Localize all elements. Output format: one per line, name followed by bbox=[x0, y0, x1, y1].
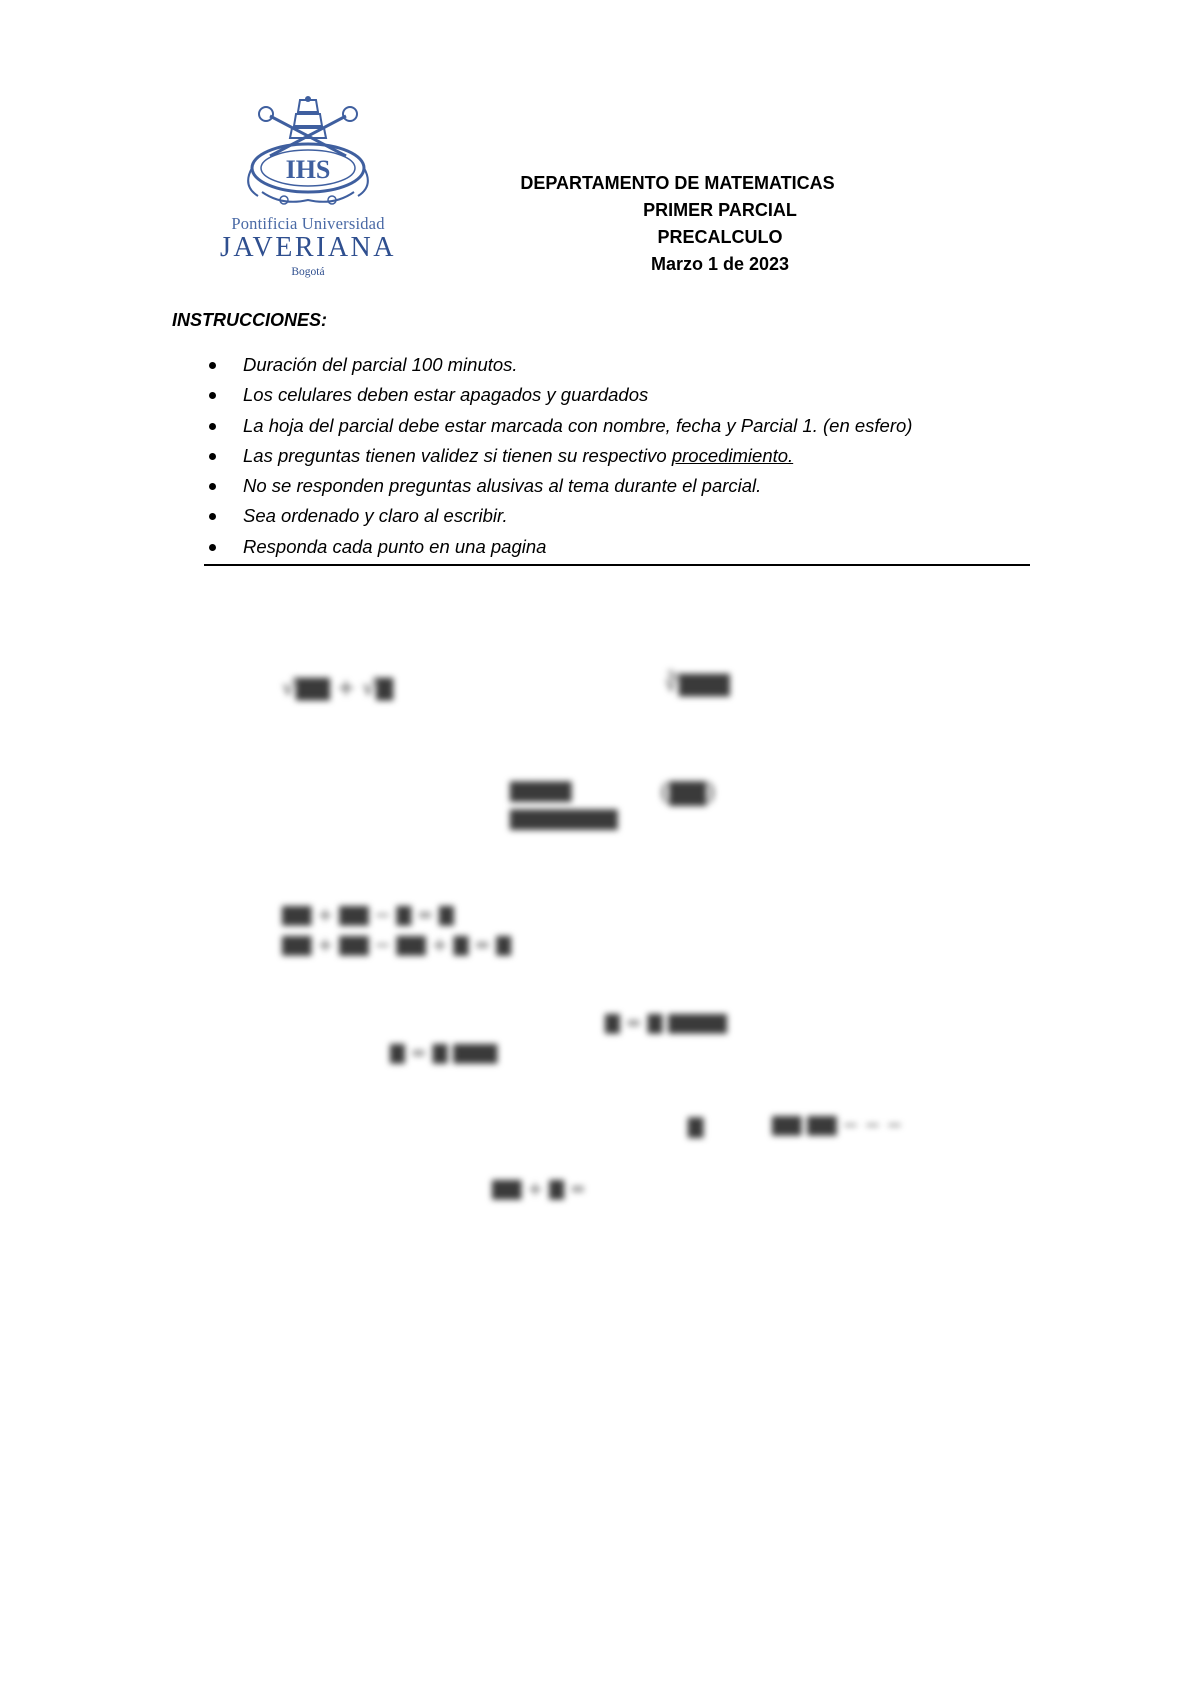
list-item: Las preguntas tienen validez si tienen su respectivo procedimiento. bbox=[205, 441, 912, 471]
blurred-expression: ▇▇▇▇ ▇▇▇▇▇▇▇ bbox=[510, 778, 618, 830]
svg-text:IHS: IHS bbox=[285, 155, 331, 184]
blurred-expression: ▇ = ▇ ▇▇▇ bbox=[390, 1042, 498, 1064]
blurred-expression: ▇ = ▇ ▇▇▇▇ bbox=[605, 1012, 727, 1034]
list-item: Los celulares deben estar apagados y guardados bbox=[205, 380, 912, 410]
logo-university-line: Pontificia Universidad bbox=[231, 214, 385, 233]
blurred-expression: √▇▇ + √▇ bbox=[282, 676, 394, 701]
section-divider bbox=[204, 564, 1030, 566]
instructions-list bbox=[205, 350, 912, 562]
logo-name-line: JAVERIANA bbox=[220, 232, 396, 263]
exam-title: PRIMER PARCIAL bbox=[643, 200, 797, 220]
logo-city-line: Bogotá bbox=[291, 266, 325, 278]
university-logo bbox=[208, 96, 408, 281]
list-item: Responda cada punto en una pagina bbox=[205, 532, 912, 562]
list-item: No se responden preguntas alusivas al tema durante el parcial. bbox=[205, 471, 912, 501]
list-item: Duración del parcial 100 minutos. bbox=[205, 350, 912, 380]
blurred-expression: ▇▇ + ▇▇ − ▇ = ▇ ▇▇ + ▇▇ − ▇▇ + ▇ = ▇ bbox=[282, 904, 511, 956]
instructions-title: INSTRUCCIONES: bbox=[172, 310, 328, 330]
underlined-word: procedimiento. bbox=[671, 444, 794, 466]
department-title: DEPARTAMENTO DE MATEMATICAS bbox=[520, 173, 835, 193]
exam-header bbox=[500, 170, 940, 278]
blurred-expression: (▇▇) bbox=[660, 778, 716, 806]
exam-date: Marzo 1 de 2023 bbox=[650, 254, 790, 274]
blurred-expression: ▇ bbox=[688, 1114, 704, 1138]
blurred-expression: ∛▇▇▇ bbox=[665, 672, 730, 697]
coat-of-arms-icon bbox=[242, 96, 374, 211]
course-title: PRECALCULO bbox=[657, 227, 783, 247]
list-item: Sea ordenado y claro al escribir. bbox=[205, 501, 912, 531]
blurred-expression: ▇▇ ▇▇ − − − bbox=[772, 1114, 903, 1136]
list-item: La hoja del parcial debe estar marcada con nombre, fecha y Parcial 1. (en esfero) bbox=[205, 411, 912, 441]
blurred-expression: ▇▇ + ▇ = bbox=[492, 1178, 586, 1200]
